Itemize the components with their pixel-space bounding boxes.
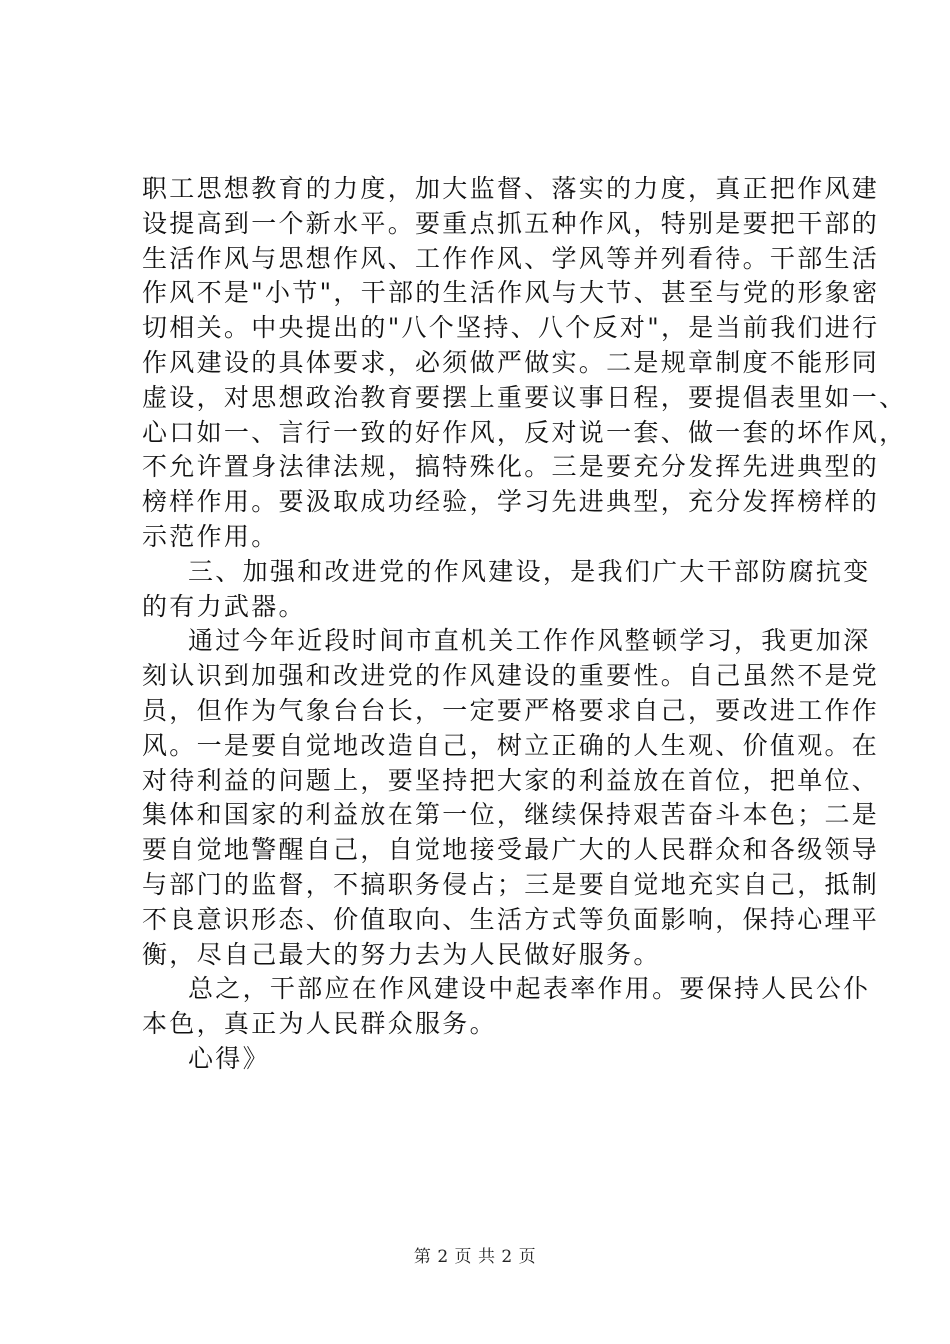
text-line: 三、加强和改进党的作风建设，是我们广大干部防腐抗变 bbox=[188, 556, 871, 586]
text-line: 本色，真正为人民群众服务。 bbox=[142, 1009, 497, 1039]
text-line: 作风不是"小节"，干部的生活作风与大节、甚至与党的形象密 bbox=[142, 278, 880, 308]
text-line: 总之，干部应在作风建设中起表率作用。要保持人民公仆 bbox=[188, 974, 871, 1004]
text-line: 的有力武器。 bbox=[142, 591, 306, 621]
text-line: 设提高到一个新水平。要重点抓五种作风，特别是要把干部的 bbox=[142, 208, 880, 238]
text-line: 要自觉地警醒自己，自觉地接受最广大的人民群众和各级领导 bbox=[142, 835, 880, 865]
text-line: 榜样作用。要汲取成功经验，学习先进典型，充分发挥榜样的 bbox=[142, 487, 880, 517]
text-line: 通过今年近段时间市直机关工作作风整顿学习，我更加深 bbox=[188, 626, 871, 656]
text-line: 心口如一、言行一致的好作风，反对说一套、做一套的坏作风， bbox=[142, 417, 907, 447]
text-line: 作风建设的具体要求，必须做严做实。二是规章制度不能形同 bbox=[142, 347, 880, 377]
text-line: 切相关。中央提出的"八个坚持、八个反对"，是当前我们进行 bbox=[142, 313, 880, 343]
text-line: 生活作风与思想作风、工作作风、学风等并列看待。干部生活 bbox=[142, 243, 880, 273]
text-line: 员，但作为气象台台长，一定要严格要求自己，要改进工作作 bbox=[142, 695, 880, 725]
text-line: 集体和国家的利益放在第一位，继续保持艰苦奋斗本色；二是 bbox=[142, 800, 880, 830]
text-line: 不良意识形态、价值取向、生活方式等负面影响，保持心理平 bbox=[142, 904, 880, 934]
text-line: 心得》 bbox=[188, 1043, 270, 1073]
text-line: 与部门的监督，不搞职务侵占；三是要自觉地充实自己，抵制 bbox=[142, 869, 880, 899]
text-line: 虚设，对思想政治教育要摆上重要议事日程，要提倡表里如一、 bbox=[142, 382, 907, 412]
text-line: 对待利益的问题上，要坚持把大家的利益放在首位，把单位、 bbox=[142, 765, 880, 795]
text-line: 不允许置身法律法规，搞特殊化。三是要充分发挥先进典型的 bbox=[142, 452, 880, 482]
text-line: 刻认识到加强和改进党的作风建设的重要性。自己虽然不是党 bbox=[142, 661, 880, 691]
text-line: 职工思想教育的力度，加大监督、落实的力度，真正把作风建 bbox=[142, 174, 880, 203]
text-line: 衡，尽自己最大的努力去为人民做好服务。 bbox=[142, 939, 661, 969]
document-body bbox=[142, 172, 907, 1077]
text-line: 风。一是要自觉地改造自己，树立正确的人生观、价值观。在 bbox=[142, 730, 880, 760]
page-footer: 第 2 页 共 2 页 bbox=[413, 1247, 537, 1267]
text-line: 示范作用。 bbox=[142, 521, 279, 551]
